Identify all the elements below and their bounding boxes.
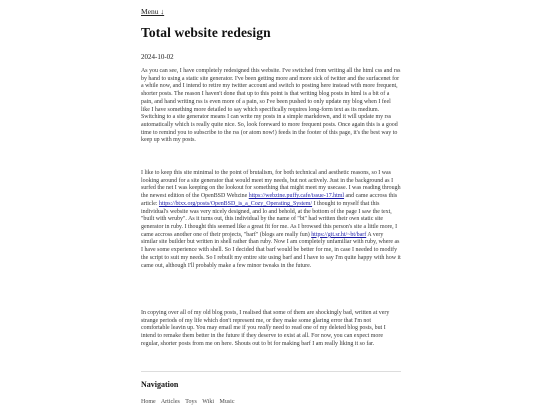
paragraph-3-text-b: need to read one of my deleted blog posts, but I intend to remake them better in the future if they deserve to exist at all. For now, you can expect more regular, shorter posts from me on here. Shouts out to bt for making barf I am really liking it so far. xyxy=(141,325,386,347)
nav-link-articles[interactable]: Articles xyxy=(160,399,180,405)
paragraph-3 xyxy=(141,310,401,349)
menu-link[interactable]: Menu ↓ xyxy=(141,7,165,16)
paragraph-3-text-a: In copying over all of my old blog posts, I realised that some of them are shockingly bad, written at very strange periods of my life which don't represent me, or they make some glaring error that I'm not comfortable leavin up. You may email me if you xyxy=(141,310,390,332)
section-divider xyxy=(141,371,401,372)
navigation-links xyxy=(141,399,239,405)
webzine-link[interactable]: https://webzine.puffy.cafe/issue-17.html xyxy=(248,193,345,200)
paragraph-2 xyxy=(141,170,401,270)
nav-link-music[interactable]: Music xyxy=(219,399,235,405)
navigation-heading: Navigation xyxy=(141,380,179,389)
post-date: 2024-10-02 xyxy=(141,53,174,61)
nav-link-toys[interactable]: Toys xyxy=(185,399,197,405)
paragraph-3-emphasis: really xyxy=(257,325,272,332)
paragraph-2-text-d: A very similar site builder but written in shell rather than ruby. Now I am completely unfamiliar with ruby, where as I have some experience with shell. So I decided that barf would be better for me, in case I needed to modify the script to suit my needs. So I rebuilt my entire site using barf and I have to say I'm quite happy with how it came out, although I'll probably make a few minor tweaks in the future. xyxy=(141,231,401,269)
paragraph-2-text-b: and came accross this article: xyxy=(141,193,398,207)
paragraph-2-text-a: I like to keep this site minimal to the point of brutalism, for both technical and aesthetic reasons, so I was looking around for a site generator that would meet my needs, but not actively. Just in the background as I surfed the net I was keeping on the lookout for something that might meet my usecase. I was reading through the newest edition of the OpenBSD Webzine xyxy=(141,170,401,200)
btxx-article-link[interactable]: https://btxx.org/posts/OpenBSD_is_a_Cozy_Operating_System/ xyxy=(158,200,313,207)
nav-link-home[interactable]: Home xyxy=(141,399,156,405)
nav-link-wiki[interactable]: Wiki xyxy=(202,399,215,405)
barf-link[interactable]: https://git.sr.ht/~bt/barf xyxy=(311,231,367,238)
paragraph-1: As you can see, I have completely redesigned this website. I've switched from writing all the html css and rss by hand to using a static site generator. I've been getting more and more sick of twitter and the surfacenet for a while now, and I intend to retire my twitter account and switch to posting here instead with more frequent, shorter posts. The reason I haven't done that up to this point is that writing blog posts in html is a bit of a pain, and hand writing rss is even more of a pain, so I've been pushed to only update my blog when I feel like I have something more detailed to say which specifically requires long-form text as its medium. Switching to a site generator means I can write my posts in a simple markdown, and it will update my rss automatically which is really quite nice. So, look foreward to more frequent posts. Once again this is a good time to remind you to subscribe to the rss (or atom now!) feeds in the footer of this page, it's the best way to keep up with my posts. xyxy=(141,68,401,144)
page-title: Total website redesign xyxy=(141,25,271,40)
paragraph-2-text-c: I thought to myself that this individual's website was very nicely designed, and lo and behold, at the bottom of the page I saw the text, "built with wruby". As it turns out, this individual by the name of "bt" had written their own static site generator in ruby. I thought this seemed like a great fit for me. As I browsed this person's site a little more, I came accross another one of their projects, "barf" (blogs are really fun) xyxy=(141,200,398,238)
